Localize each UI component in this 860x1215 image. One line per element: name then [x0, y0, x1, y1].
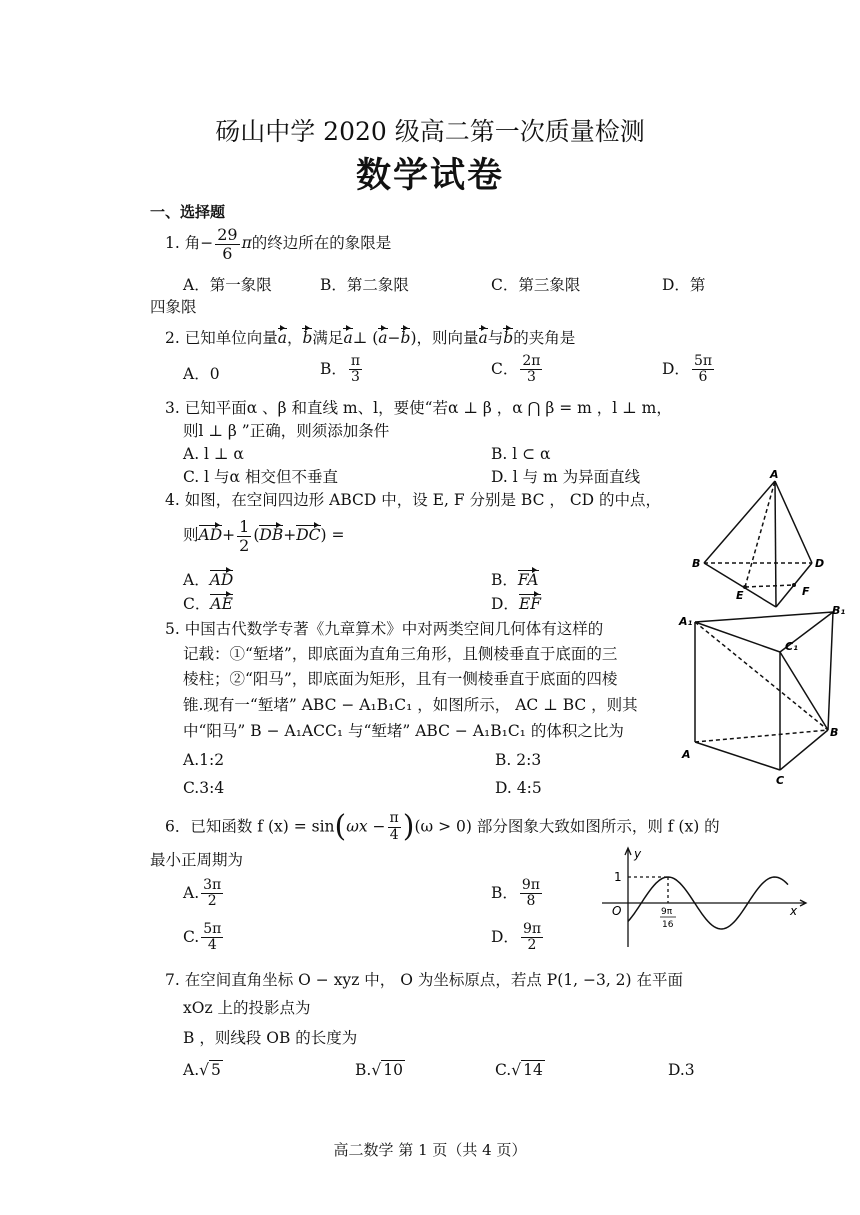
- question-4-stem-line1: 4. 如图，在空间四边形 ABCD 中，设 E, F 分别是 BC ， CD 的中点，: [165, 491, 662, 509]
- prism-label-c1: C₁: [785, 640, 798, 653]
- sine-graph-figure: [600, 843, 815, 951]
- question-5-stem-line1: 5. 中国古代数学专著《九章算术》中对两类空间几何体有这样的: [165, 620, 604, 638]
- sine-tick-num: 9π: [661, 907, 673, 917]
- question-3-stem-line2: 则l ⊥ β ”正确，则须添加条件: [183, 422, 390, 440]
- question-1-stem: 1. 角− $\frac{29}{6}$ π的终边所在的象限是: [165, 225, 392, 263]
- sine-axis-x-label: x: [790, 904, 798, 918]
- prism-label-b1: B₁: [832, 604, 846, 617]
- question-3-option-b: B. l ⊂ α: [491, 445, 551, 463]
- page-footer: 高二数学 第 1 页（共 4 页）: [333, 1141, 527, 1159]
- question-1-option-b: B．第二象限: [320, 276, 409, 294]
- question-5-option-c: C.3:4: [183, 779, 225, 797]
- question-7-option-b: B.√ 10: [355, 1061, 403, 1079]
- tetra-label-a: A: [770, 468, 779, 481]
- question-3-option-d: D. l 与 m 为异面直线: [491, 468, 641, 486]
- question-5-option-a: A.1:2: [183, 751, 225, 769]
- question-4-option-d: D．EF: [491, 592, 541, 614]
- sine-tick-den: 16: [662, 920, 674, 930]
- exam-subject-title: 数学试卷: [355, 156, 504, 196]
- question-2-option-b: B． $\frac{\pi}{3}$: [320, 353, 361, 386]
- question-3-option-c: C. l 与α 相交但不垂直: [183, 468, 338, 486]
- question-6-stem-line1: 6．已知函数 f (x) = sin(ωx − $\frac{\pi}{4}$ )(ω > 0) 部分图象大致如图所示，则 f (x) 的: [165, 809, 720, 844]
- question-1-option-d: D．第: [662, 276, 706, 294]
- tetra-label-b: B: [692, 557, 701, 570]
- question-7-option-d: D.3: [668, 1061, 695, 1079]
- question-2-option-a: A．0: [183, 365, 220, 383]
- question-5-option-d: D. 4:5: [495, 779, 542, 797]
- question-7-option-c: C.√ 14: [495, 1061, 543, 1079]
- question-5-stem-line4: 锥.现有一“堑堵” ABC − A₁B₁C₁ ，如图所示， AC ⊥ BC ，则其: [183, 696, 638, 714]
- question-6-stem-line2: 最小正周期为: [150, 851, 244, 869]
- question-7-stem-line3: B ，则线段 OB 的长度为: [183, 1029, 358, 1047]
- tetrahedron-figure: [690, 465, 830, 610]
- sine-tick-one: 1: [614, 870, 622, 884]
- question-6-option-a: A. $\frac{3\pi}{2}$: [183, 877, 222, 910]
- exam-header-title: 砀山中学 2020 级高二第一次质量检测: [215, 117, 645, 146]
- question-5-option-b: B. 2:3: [495, 751, 542, 769]
- question-7-stem-line1: 7. 在空间直角坐标 O − xyz 中， O 为坐标原点，若点 P(1, −3, 2) 在平面: [165, 971, 684, 989]
- prism-label-c: C: [776, 774, 785, 787]
- prism-label-a1: A₁: [679, 615, 693, 628]
- question-1-option-a: A．第一象限: [183, 276, 272, 294]
- question-4-stem-line2: 则AD+ $\frac{1}{2}$ (DB+DC) =: [183, 517, 345, 555]
- question-6-option-b: B． $\frac{9\pi}{8}$: [491, 877, 540, 910]
- question-7-stem-line2: xOz 上的投影点为: [183, 999, 311, 1017]
- question-4-option-b: B．FA: [491, 568, 539, 590]
- section-title: 一、选择题: [150, 203, 226, 221]
- question-5-stem-line2: 记载：①“堑堵”，即底面为直角三角形，且侧棱垂直于底面的三: [183, 645, 618, 663]
- question-4-option-c: C．AE: [183, 592, 233, 614]
- sine-axis-y-label: y: [634, 847, 642, 861]
- question-4-option-a: A．AD: [183, 568, 233, 590]
- question-5-stem-line3: 棱柱；②“阳马”，即底面为矩形，且有一侧棱垂直于底面的四棱: [183, 670, 618, 688]
- question-6-option-c: C. $\frac{5\pi}{4}$: [183, 921, 222, 954]
- question-1-option-c: C．第三象限: [491, 276, 581, 294]
- question-3-stem-line1: 3. 已知平面α 、β 和直线 m、l，要使“若α ⊥ β ，α ⋂ β = m ，l ⊥ m，: [165, 399, 672, 417]
- question-3-option-a: A. l ⊥ α: [183, 445, 244, 463]
- question-5-stem-line5: 中“阳马” B − A₁ACC₁ 与“堑堵” ABC − A₁B₁C₁ 的体积之比为: [183, 722, 624, 740]
- tetra-label-d: D: [815, 557, 825, 570]
- question-1-option-d-wrap: 四象限: [150, 298, 197, 316]
- prism-label-b: B: [830, 726, 839, 739]
- sine-origin-label: O: [612, 904, 622, 918]
- question-2-option-d: D． $\frac{5\pi}{6}$: [662, 353, 713, 386]
- question-2-stem: 2. 已知单位向量a，b满足a⊥ (a−b)，则向量a与b的夹角是: [165, 326, 575, 348]
- question-6-option-d: D． $\frac{9\pi}{2}$: [491, 921, 542, 954]
- question-2-option-c: C． $\frac{2\pi}{3}$: [491, 353, 541, 386]
- tetra-label-e: E: [736, 589, 744, 602]
- prism-figure: [675, 600, 850, 790]
- tetra-label-f: F: [802, 585, 810, 598]
- question-7-option-a: A.√ 5: [183, 1061, 221, 1079]
- prism-label-a: A: [682, 748, 691, 761]
